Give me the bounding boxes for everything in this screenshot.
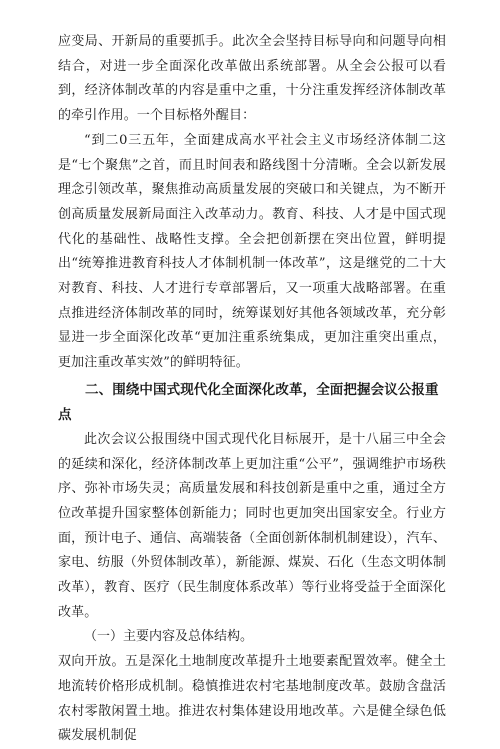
paragraph-4: 双向开放。五是深化土地制度改革提升土地要素配置效率。健全土地流转价格形成机制。稳慎推进农村宅基地制度改革。鼓励含盘活农村零散闲置土地。推进农村集体建设用地改革。六是健全绿色低碳发展机制促 — [58, 654, 446, 744]
document-body — [58, 30, 446, 749]
paragraph-1: 应变局、开新局的重要抓手。此次全会坚持目标导向和问题导向相结合，对进一步全面深化改革做出系统部署。从全会公报可以看到，经济体制改革的内容是重中之重，十分注重发挥经济体制改革的牵引作用。一个目标格外醒目： — [58, 34, 446, 124]
section-heading-2: 二、围绕中国式现代化全面深化改革，全面把握会议公报重点 — [58, 381, 439, 423]
paragraph-3: 此次会议公报围绕中国式现代化目标展开，是十八届三中全会的延续和深化，经济体制改革上更加注重“公平”，强调维护市场秩序、弥补市场失灵；高质量发展和科技创新是重中之重，通过全方位改革提升国家整体创新能力；同时也更加突出国家安全。行业方面，预计电子、通信、高端装备（全面创新体制机制建设），汽车、家电、纺服（外贸体制改革），新能源、煤炭、石化（生态文明体制改革），教育、医疗（民生制度体系改革）等行业将受益于全面深化改革。 — [58, 431, 447, 620]
paragraph-2: “到二0三五年，全面建成高水平社会主义市场经济体制二这是“七个聚焦”之首，而且时间表和路线图十分清晰。全会以新发展理念引领改革，聚焦推动高质量发展的突破口和关键点，为不断开创高质量发展新局面注入改革动力。教育、科技、人才是中国式现代化的基础性、战略性支撑。全会把创新摆在突出位置，鲜明提出“统筹推进教育科技人才体制机制一体改革”，这是继党的二十大对教育、科技、人才进行专章部署后，又一项重大战略部署。在重点推进经济体制改革的同时，统筹谋划好其他各领域改革，充分彰显进一步全面深化改革“更加注重系统集成，更加注重突出重点，更加注重改革实效”的鲜明特征。 — [58, 132, 446, 371]
subsection-heading-1: （一）主要内容及总体结构。 — [84, 629, 254, 645]
